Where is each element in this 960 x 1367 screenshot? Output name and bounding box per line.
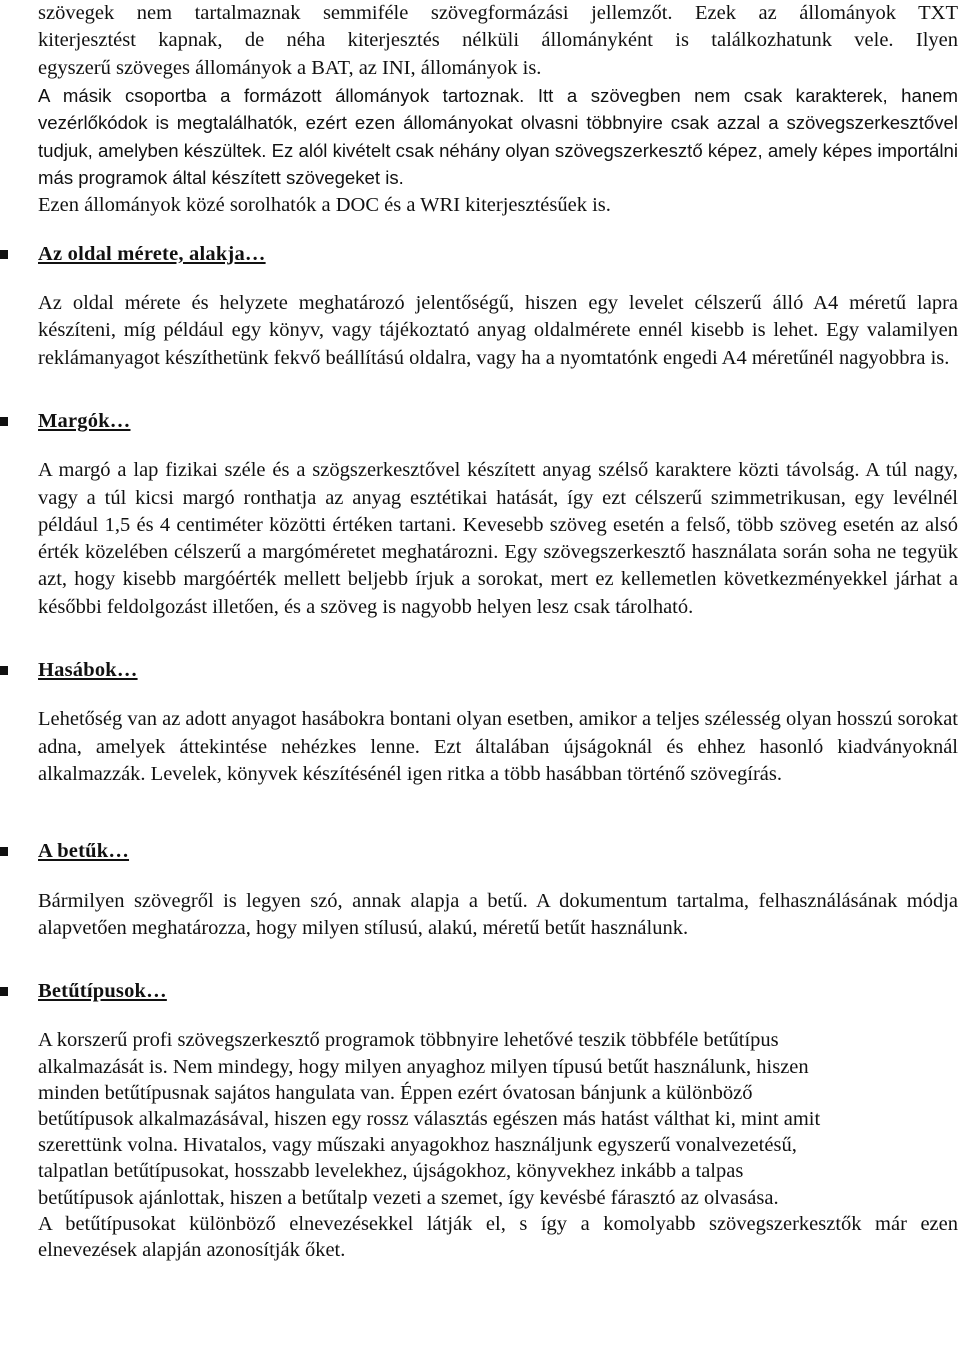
- heading-text: A betűk…: [38, 840, 130, 863]
- section-body-fonts: [38, 1027, 958, 1263]
- fonts-line: betűtípusok alkalmazásával, hiszen egy rossz választás egészen más hatást válthat ki, mint amit: [38, 1108, 821, 1131]
- heading-text: Az oldal mérete, alakja…: [38, 242, 266, 265]
- fonts-line: szerettünk volna. Hivatalos, vagy műszaki anyagokhoz használjunk egyszerű vonalvezetésű,: [38, 1134, 797, 1157]
- section-heading-columns: [38, 657, 958, 684]
- intro-sans-paragraph: A másik csoportba a formázott állományok tartoznak. Itt a szövegben nem csak karakterek, hanem vezérlőkódok is megtalálhatók, ezért ezen állományokat olvasni többnyire csak azzal a szövegszerkesztővel tudjuk, amelyben készültek. Ez alól kivételt csak néhány olyan szövegszerkesztő képez, amely képes importálni más programok által készített szövegeket is.: [38, 84, 958, 189]
- fonts-line: A korszerű profi szövegszerkesztő programok többnyire lehetővé teszik többféle betűtípus: [38, 1029, 779, 1052]
- heading-text: Betűtípusok…: [38, 980, 167, 1003]
- section-heading-margins: [38, 408, 958, 435]
- fonts-line: betűtípusok ajánlottak, hiszen a betűtalp vezeti a szemet, így kevésbé fárasztó az olvasása.: [38, 1186, 779, 1209]
- fonts-line: minden betűtípusnak sajátos hangulata van. Éppen ezért óvatosan bánjunk a különböző: [38, 1081, 753, 1104]
- section-body-letters: Bármilyen szövegről is legyen szó, annak alapja a betű. A dokumentum tartalma, felhasználásának módja alapvetően meghatározza, hogy milyen stílusú, alakú, méretű betűt használunk.: [38, 889, 958, 939]
- document-page: [38, 0, 958, 1263]
- fonts-final-paragraph: A betűtípusokat különböző elnevezésekkel látják el, s így a komolyabb szövegszerkesztők már ezen elnevezések alapján azonosítják őket.: [38, 1212, 958, 1262]
- square-bullet-icon: [0, 666, 8, 675]
- intro-line-1: szövegek nem tartalmaznak semmiféle szövegformázási jellemzőt. Ezek az állományok TXT: [38, 2, 958, 24]
- section-body-page-size: Az oldal mérete és helyzete meghatározó jelentőségű, hiszen egy levelet célszerű álló A4 méretű lapra készíteni, míg például egy könyv, vagy tájékoztató anyag oldalmérete ennél kisebb is lehet. Egy valamilyen reklámanyagot készíthetünk fekvő beállítású oldalra, vagy ha a nyomtatónk engedi A4 méretűnél nagyobbra is.: [38, 292, 958, 369]
- square-bullet-icon: [0, 987, 8, 996]
- intro-line-3: egyszerű szöveges állományok a BAT, az INI, állományok is.: [38, 56, 542, 79]
- section-body-columns: Lehetőség van az adott anyagot hasábokra bontani olyan esetben, amikor a teljes szélesség olyan hosszú sorokat adna, amelyek áttekintése nehézkes lenne. Ezt általában újságoknál és ehhez hasonló kiadványoknál alkalmazzák. Levelek, könyvek készítésénél igen ritka a több hasábban történő szövegírás.: [38, 708, 958, 785]
- square-bullet-icon: [0, 847, 8, 856]
- section-body-margins: A margó a lap fizikai széle és a szögszerkesztővel készített anyag szélső karaktere közti távolság. A túl nagy, vagy a túl kicsi margó ronthatja az anyag esztétikai hatását, így ezt célszerű szimmetrikusan, egy levélnél például 1,5 és 4 centiméter közötti értéken tartani. Kevesebb szöveg esetén a felső, több szöveg esetén az alsó érték közelében célszerű a margóméretet meghatározni. Egy szövegszerkesztő használata során soha ne tegyük azt, hogy kisebb margóérték mellett beljebb írjuk a sorokat, mert ez kellemetlen következményekkel járhat a későbbi feldolgozást illetően, és a szöveg is nagyobb helyen lesz csak tárolható.: [38, 459, 958, 618]
- fonts-line: alkalmazását is. Nem mindegy, hogy milyen anyaghoz milyen típusú betűt használunk, hiszen: [38, 1055, 809, 1078]
- intro-line-2: kiterjesztést kapnak, de néha kiterjesztés nélküli állományként is találkozhatunk vele. Ilyen: [38, 29, 958, 52]
- heading-text: Margók…: [38, 410, 131, 432]
- section-heading-letters: [38, 838, 958, 865]
- section-heading-fonts: [38, 978, 958, 1005]
- square-bullet-icon: [0, 250, 8, 259]
- intro-last-line: Ezen állományok közé sorolhatók a DOC és a WRI kiterjesztésűek is.: [38, 193, 611, 216]
- section-heading-page-size: [38, 241, 958, 268]
- square-bullet-icon: [0, 417, 8, 426]
- fonts-line: talpatlan betűtípusokat, hosszabb levelekhez, újságokhoz, könyvekhez inkább a talpas: [38, 1160, 744, 1183]
- heading-text: Hasábok…: [38, 659, 138, 682]
